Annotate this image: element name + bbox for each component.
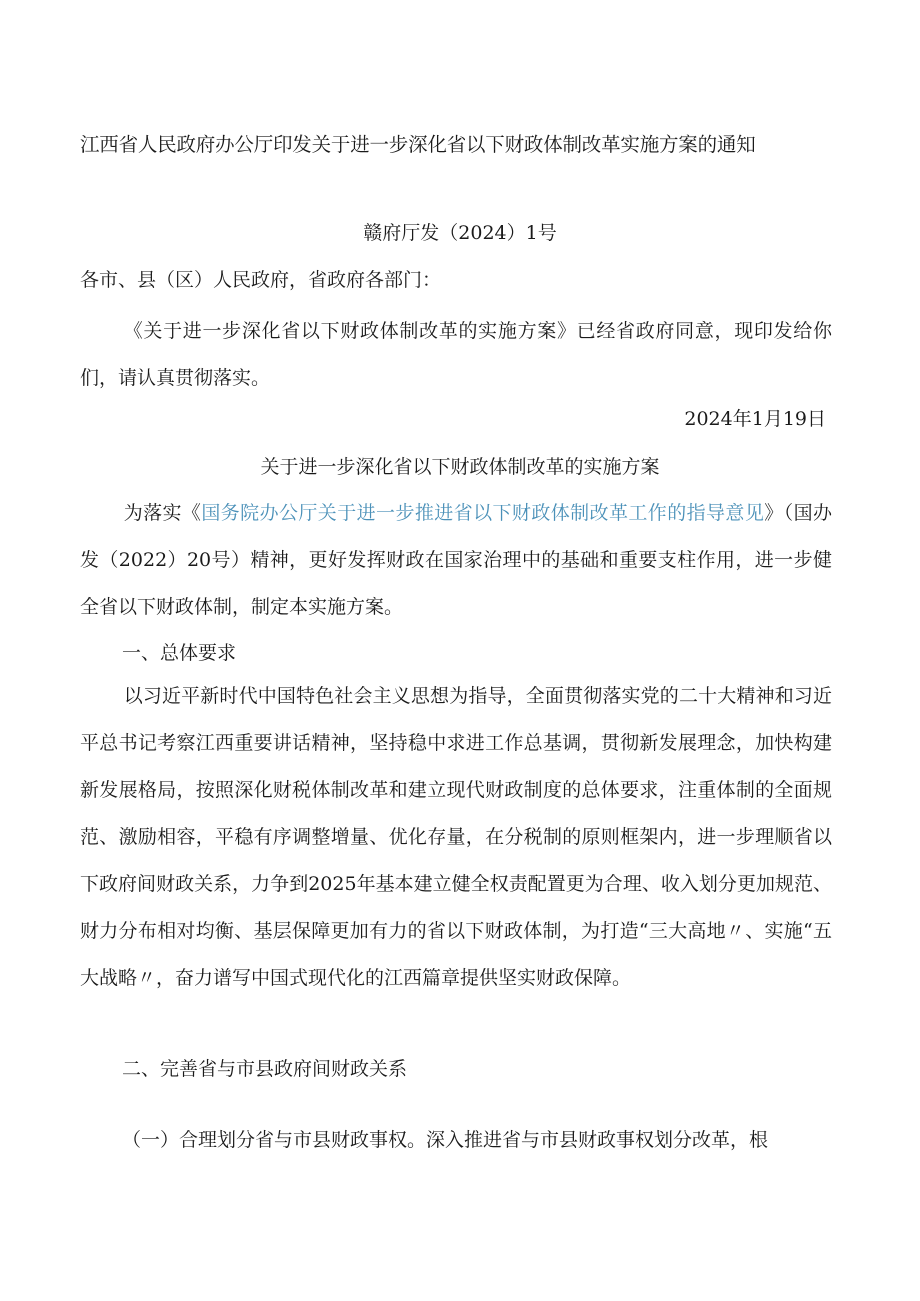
guidance-link[interactable]: 国务院办公厅关于进一步推进省以下财政体制改革工作的指导意见 — [201, 502, 765, 524]
subsection-1: （一）合理划分省与市县财政事权。深入推进省与市县财政事权划分改革，根 — [122, 1129, 769, 1151]
plan-title: 关于进一步深化省以下财政体制改革的实施方案 — [260, 456, 660, 478]
document-date: 2024年1月19日 — [684, 408, 826, 430]
section-1-heading: 一、总体要求 — [122, 642, 237, 664]
notice-body: 《关于进一步深化省以下财政体制改革的实施方案》已经省政府同意，现印发给你们，请认真贯彻落实。 — [80, 320, 832, 389]
document-number: 赣府厅发（2024）1号 — [363, 222, 557, 244]
section-2-heading: 二、完善省与市县政府间财政关系 — [122, 1058, 408, 1080]
intro-suffix: 》（国办发（2022）20号）精神，更好发挥财政在国家治理中的基础和重要支柱作用，进一步健全省以下财政体制，制定本实施方案。 — [80, 502, 832, 618]
salutation: 各市、县（区）人民政府，省政府各部门： — [80, 269, 442, 291]
document-title: 江西省人民政府办公厅印发关于进一步深化省以下财政体制改革实施方案的通知 — [80, 133, 756, 156]
intro-prefix: 为落实《 — [123, 502, 202, 524]
intro-paragraph — [80, 490, 832, 631]
section-1-body: 以习近平新时代中国特色社会主义思想为指导，全面贯彻落实党的二十大精神和习近平总书记考察江西重要讲话精神，坚持稳中求进工作总基调，贯彻新发展理念，加快构建新发展格局，按照深化财税体制改革和建立现代财政制度的总体要求，注重体制的全面规范、激励相容，平稳有序调整增量、优化存量，在分税制的原则框架内，进一步理顺省以下政府间财政关系，力争到2025年基本建立健全权责配置更为合理、收入划分更加规范、财力分布相对均衡、基层保障更加有力的省以下财政体制，为打造“三大高地〃、实施“五大战略〃，奋力谱写中国式现代化的江西篇章提供坚实财政保障。 — [80, 685, 832, 989]
